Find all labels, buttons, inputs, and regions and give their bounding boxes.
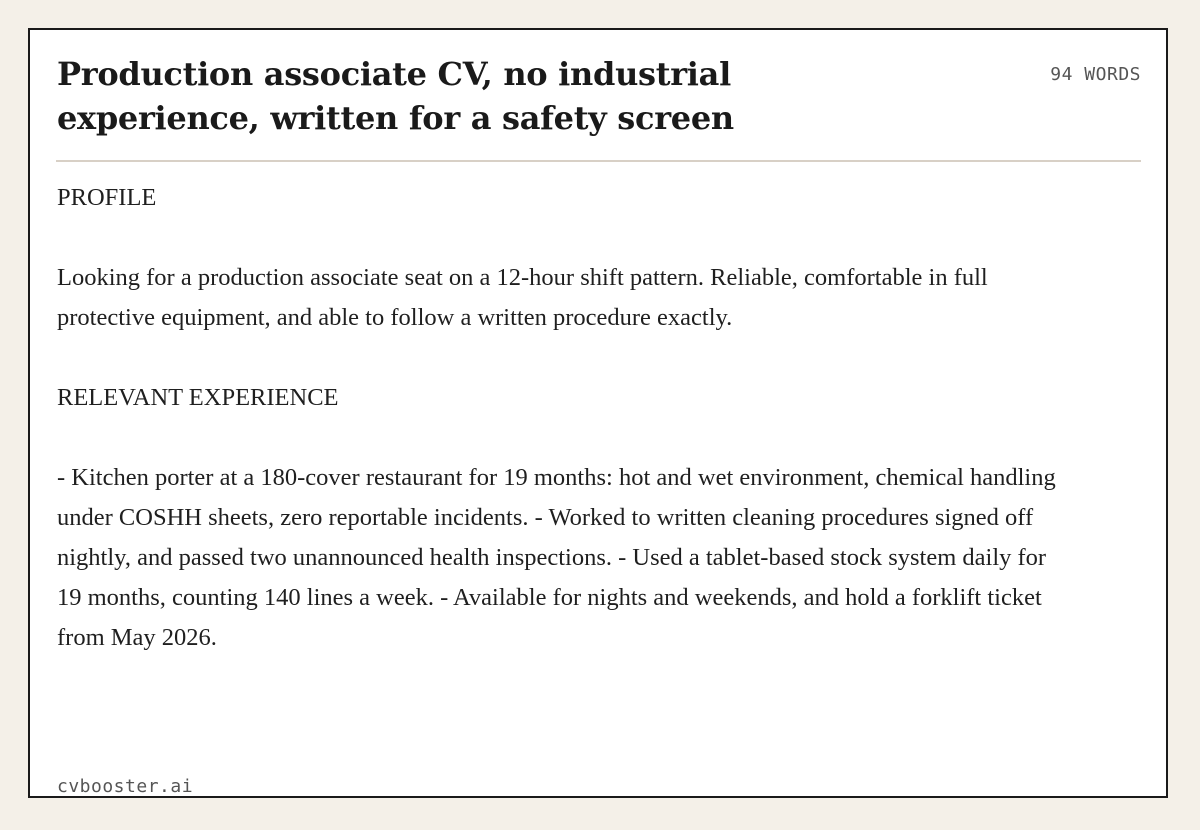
section-text-experience: - Kitchen porter at a 180-cover restaurant for 19 months: hot and wet environment, chemical handling under COSHH sheets, zero reportable incidents. - Worked to written cleaning procedures signed off nightly, and passed two unannounced health inspections. - Used a tablet-based stock system daily for 19 months, counting 140 lines a week. - Available for nights and weekends, and hold a forklift ticket from May 2026. [57,464,1056,651]
section-text-profile: Looking for a production associate seat on a 12-hour shift pattern. Reliable, comfortable in full protective equipment, and able to follow a written procedure exactly. [57,264,988,331]
section-heading-profile: PROFILE [57,184,157,211]
section-heading-experience: RELEVANT EXPERIENCE [57,384,339,411]
word-count-badge: 94 WORDS [1050,64,1141,85]
cv-card [28,28,1168,798]
header-divider [56,160,1141,162]
footer-brand: cvbooster.ai [57,776,194,797]
document-body [57,178,1057,658]
document-title: Production associate CV, no industrial experience, written for a safety screen [57,55,734,137]
